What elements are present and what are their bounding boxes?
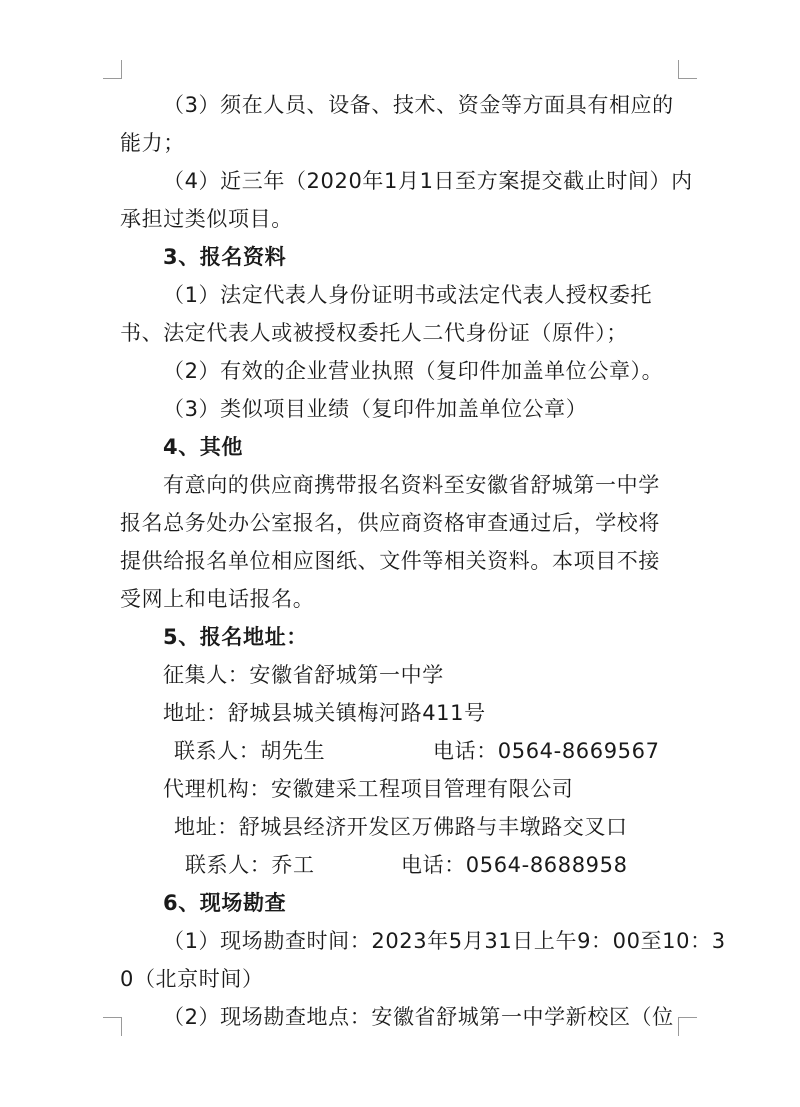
survey-time-line-1: （1）现场勘查时间：2023年5月31日上午9：00至10：3 bbox=[163, 929, 726, 953]
req-4-line-2: 承担过类似项目。 bbox=[120, 207, 293, 231]
material-2: （2）有效的企业营业执照（复印件加盖单位公章）。 bbox=[163, 359, 664, 383]
agency-address: 地址：舒城县经济开发区万佛路与丰墩路交叉口 bbox=[174, 815, 628, 839]
survey-time-line-2: 0（北京时间） bbox=[120, 967, 264, 991]
section-4-heading: 4、其他 bbox=[163, 435, 244, 459]
req-3-line-1: （3）须在人员、设备、技术、资金等方面具有相应的 bbox=[163, 93, 674, 117]
material-1-line-2: 书、法定代表人或被授权委托人二代身份证（原件）； bbox=[120, 321, 628, 345]
other-line-2: 报名总务处办公室报名，供应商资格审查通过后，学校将 bbox=[120, 511, 660, 535]
agency-phone: 电话：0564-8688958 bbox=[401, 853, 628, 877]
other-line-3: 提供给报名单位相应图纸、文件等相关资料。本项目不接 bbox=[120, 549, 660, 573]
solicitor-contact: 联系人：胡先生 bbox=[174, 739, 326, 763]
req-3-line-2: 能力； bbox=[120, 131, 185, 155]
section-3-heading: 3、报名资料 bbox=[163, 245, 287, 269]
section-5-heading: 5、报名地址： bbox=[163, 625, 308, 649]
req-4-line-1: （4）近三年（2020年1月1日至方案提交截止时间）内 bbox=[163, 169, 693, 193]
section-6-heading: 6、现场勘查 bbox=[163, 891, 287, 915]
solicitor: 征集人：安徽省舒城第一中学 bbox=[163, 663, 444, 687]
other-line-4: 受网上和电话报名。 bbox=[120, 587, 315, 611]
solicitor-address: 地址：舒城县城关镇梅河路411号 bbox=[163, 701, 486, 725]
agency: 代理机构：安徽建采工程项目管理有限公司 bbox=[163, 777, 574, 801]
solicitor-phone: 电话：0564-8669567 bbox=[433, 739, 660, 763]
other-line-1: 有意向的供应商携带报名资料至安徽省舒城第一中学 bbox=[163, 473, 660, 497]
survey-location-line-1: （2）现场勘查地点：安徽省舒城第一中学新校区（位 bbox=[163, 1005, 674, 1029]
material-3: （3）类似项目业绩（复印件加盖单位公章） bbox=[163, 397, 588, 421]
material-1-line-1: （1）法定代表人身份证明书或法定代表人授权委托 bbox=[163, 283, 653, 307]
agency-contact: 联系人：乔工 bbox=[185, 853, 315, 877]
